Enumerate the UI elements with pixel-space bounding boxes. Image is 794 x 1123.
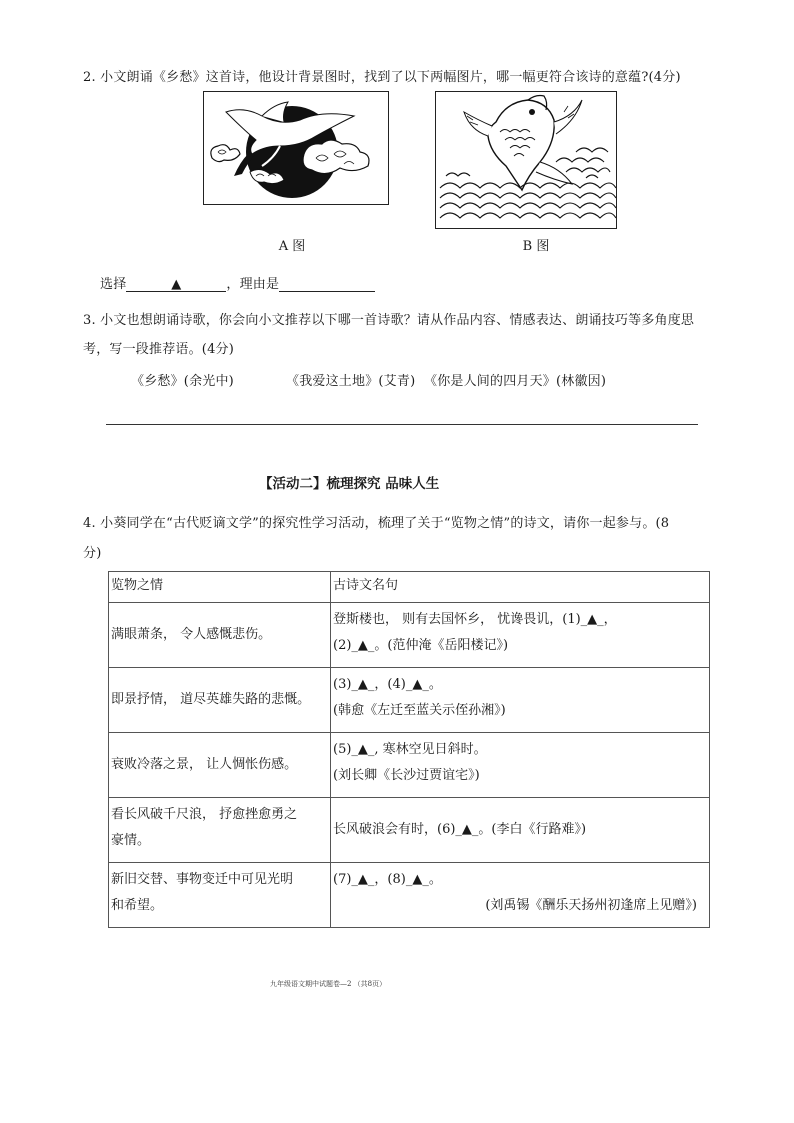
q4-line1: 4. 小葵同学在“古代贬谪文学”的探究性学习活动，梳理了关于“览物之情”的诗文，请你一起参与。(8: [83, 516, 670, 531]
poem-option-1: 《乡愁》(余光中): [131, 374, 234, 389]
quote-cell[interactable]: [331, 603, 710, 668]
emotion-cell: 满眼萧条， 令人感慨悲伤。: [109, 603, 331, 668]
emotion-cell: 即景抒情， 道尽英雄失路的悲慨。: [109, 668, 331, 733]
activity2-title: 【活动二】梳理探究 品味人生: [259, 476, 440, 492]
header-emotion: 览物之情: [109, 572, 331, 603]
page-footer: 九年级语文期中试题卷—2 （共8页）: [270, 980, 387, 988]
reason-blank[interactable]: [279, 277, 375, 292]
header-quotes: 古诗文名句: [331, 572, 710, 603]
crane-moon-illustration: [204, 92, 388, 204]
quote-cell[interactable]: [331, 733, 710, 798]
emotion-line: 和希望。: [111, 898, 164, 913]
q3-line1: 3. 小文也想朗诵诗歌，你会向小文推荐以下哪一首诗歌？请从作品内容、情感表达、朗诵技巧等多角度思: [83, 313, 695, 328]
q4-line2: 分): [83, 546, 102, 561]
q3-answer-rule[interactable]: [106, 424, 698, 425]
quote-cell[interactable]: [331, 798, 710, 863]
figure-a-crane-image: [203, 91, 389, 205]
quote-line: (5)_▲_, 寒林空见日斜时。: [333, 742, 487, 757]
quote-line: (刘禹锡《酬乐天扬州初逢席上见赠》): [485, 898, 697, 913]
choose-blank[interactable]: [126, 277, 226, 292]
table-row: [109, 668, 710, 733]
caption-a: A 图: [278, 239, 306, 254]
choose-label: 选择: [100, 277, 127, 292]
q2-answer-line: [100, 273, 375, 292]
quote-line: (2)_▲_。(范仲淹《岳阳楼记》): [333, 638, 509, 653]
quote-line: (刘长卿《长沙过贾谊宅》): [333, 768, 480, 783]
q2-text: 2. 小文朗诵《乡愁》这首诗，他设计背景图时，找到了以下两幅图片，哪一幅更符合该诗的意蕴?(4分): [83, 70, 681, 85]
quote-line: (韩愈《左迁至蓝关示侄孙湘》): [333, 703, 506, 718]
emotion-cell: [109, 798, 331, 863]
quote-line: (7)_▲_，(8)_▲_。: [333, 872, 442, 887]
table-row: [109, 733, 710, 798]
poem-option-3: 《你是人间的四月天》(林徽因): [424, 374, 607, 389]
table-header-row: [109, 572, 710, 603]
emotion-line: 看长风破千尺浪， 抒愈挫愈勇之: [111, 807, 298, 822]
emotion-cell: [109, 863, 331, 928]
table-row: [109, 798, 710, 863]
q3-line2: 考，写一段推荐语。(4分): [83, 342, 235, 357]
quote-line: 长风破浪会有时，(6)_▲_。(李白《行路难》): [333, 822, 587, 837]
quote-line: (3)_▲_，(4)_▲_。: [333, 677, 442, 692]
quote-cell[interactable]: [331, 668, 710, 733]
emotion-line: 豪情。: [111, 833, 151, 848]
emotion-cell: 衰败冷落之景， 让人惆怅伤感。: [109, 733, 331, 798]
table-row: [109, 603, 710, 668]
quote-cell[interactable]: [331, 863, 710, 928]
caption-b: B 图: [522, 239, 550, 254]
poem-table: [108, 571, 710, 928]
poem-option-2: 《我爱这土地》(艾青): [286, 374, 416, 389]
emotion-line: 新旧交替、事物变迁中可见光明: [111, 872, 294, 887]
carp-waves-illustration: [436, 92, 616, 228]
table-row: [109, 863, 710, 928]
reason-label: ，理由是: [226, 277, 280, 292]
quote-line: 登斯楼也， 则有去国怀乡， 忧谗畏讥，(1)_▲_，: [333, 612, 617, 627]
blank-mark: ▲: [171, 277, 182, 292]
figure-b-carp-image: [435, 91, 617, 229]
